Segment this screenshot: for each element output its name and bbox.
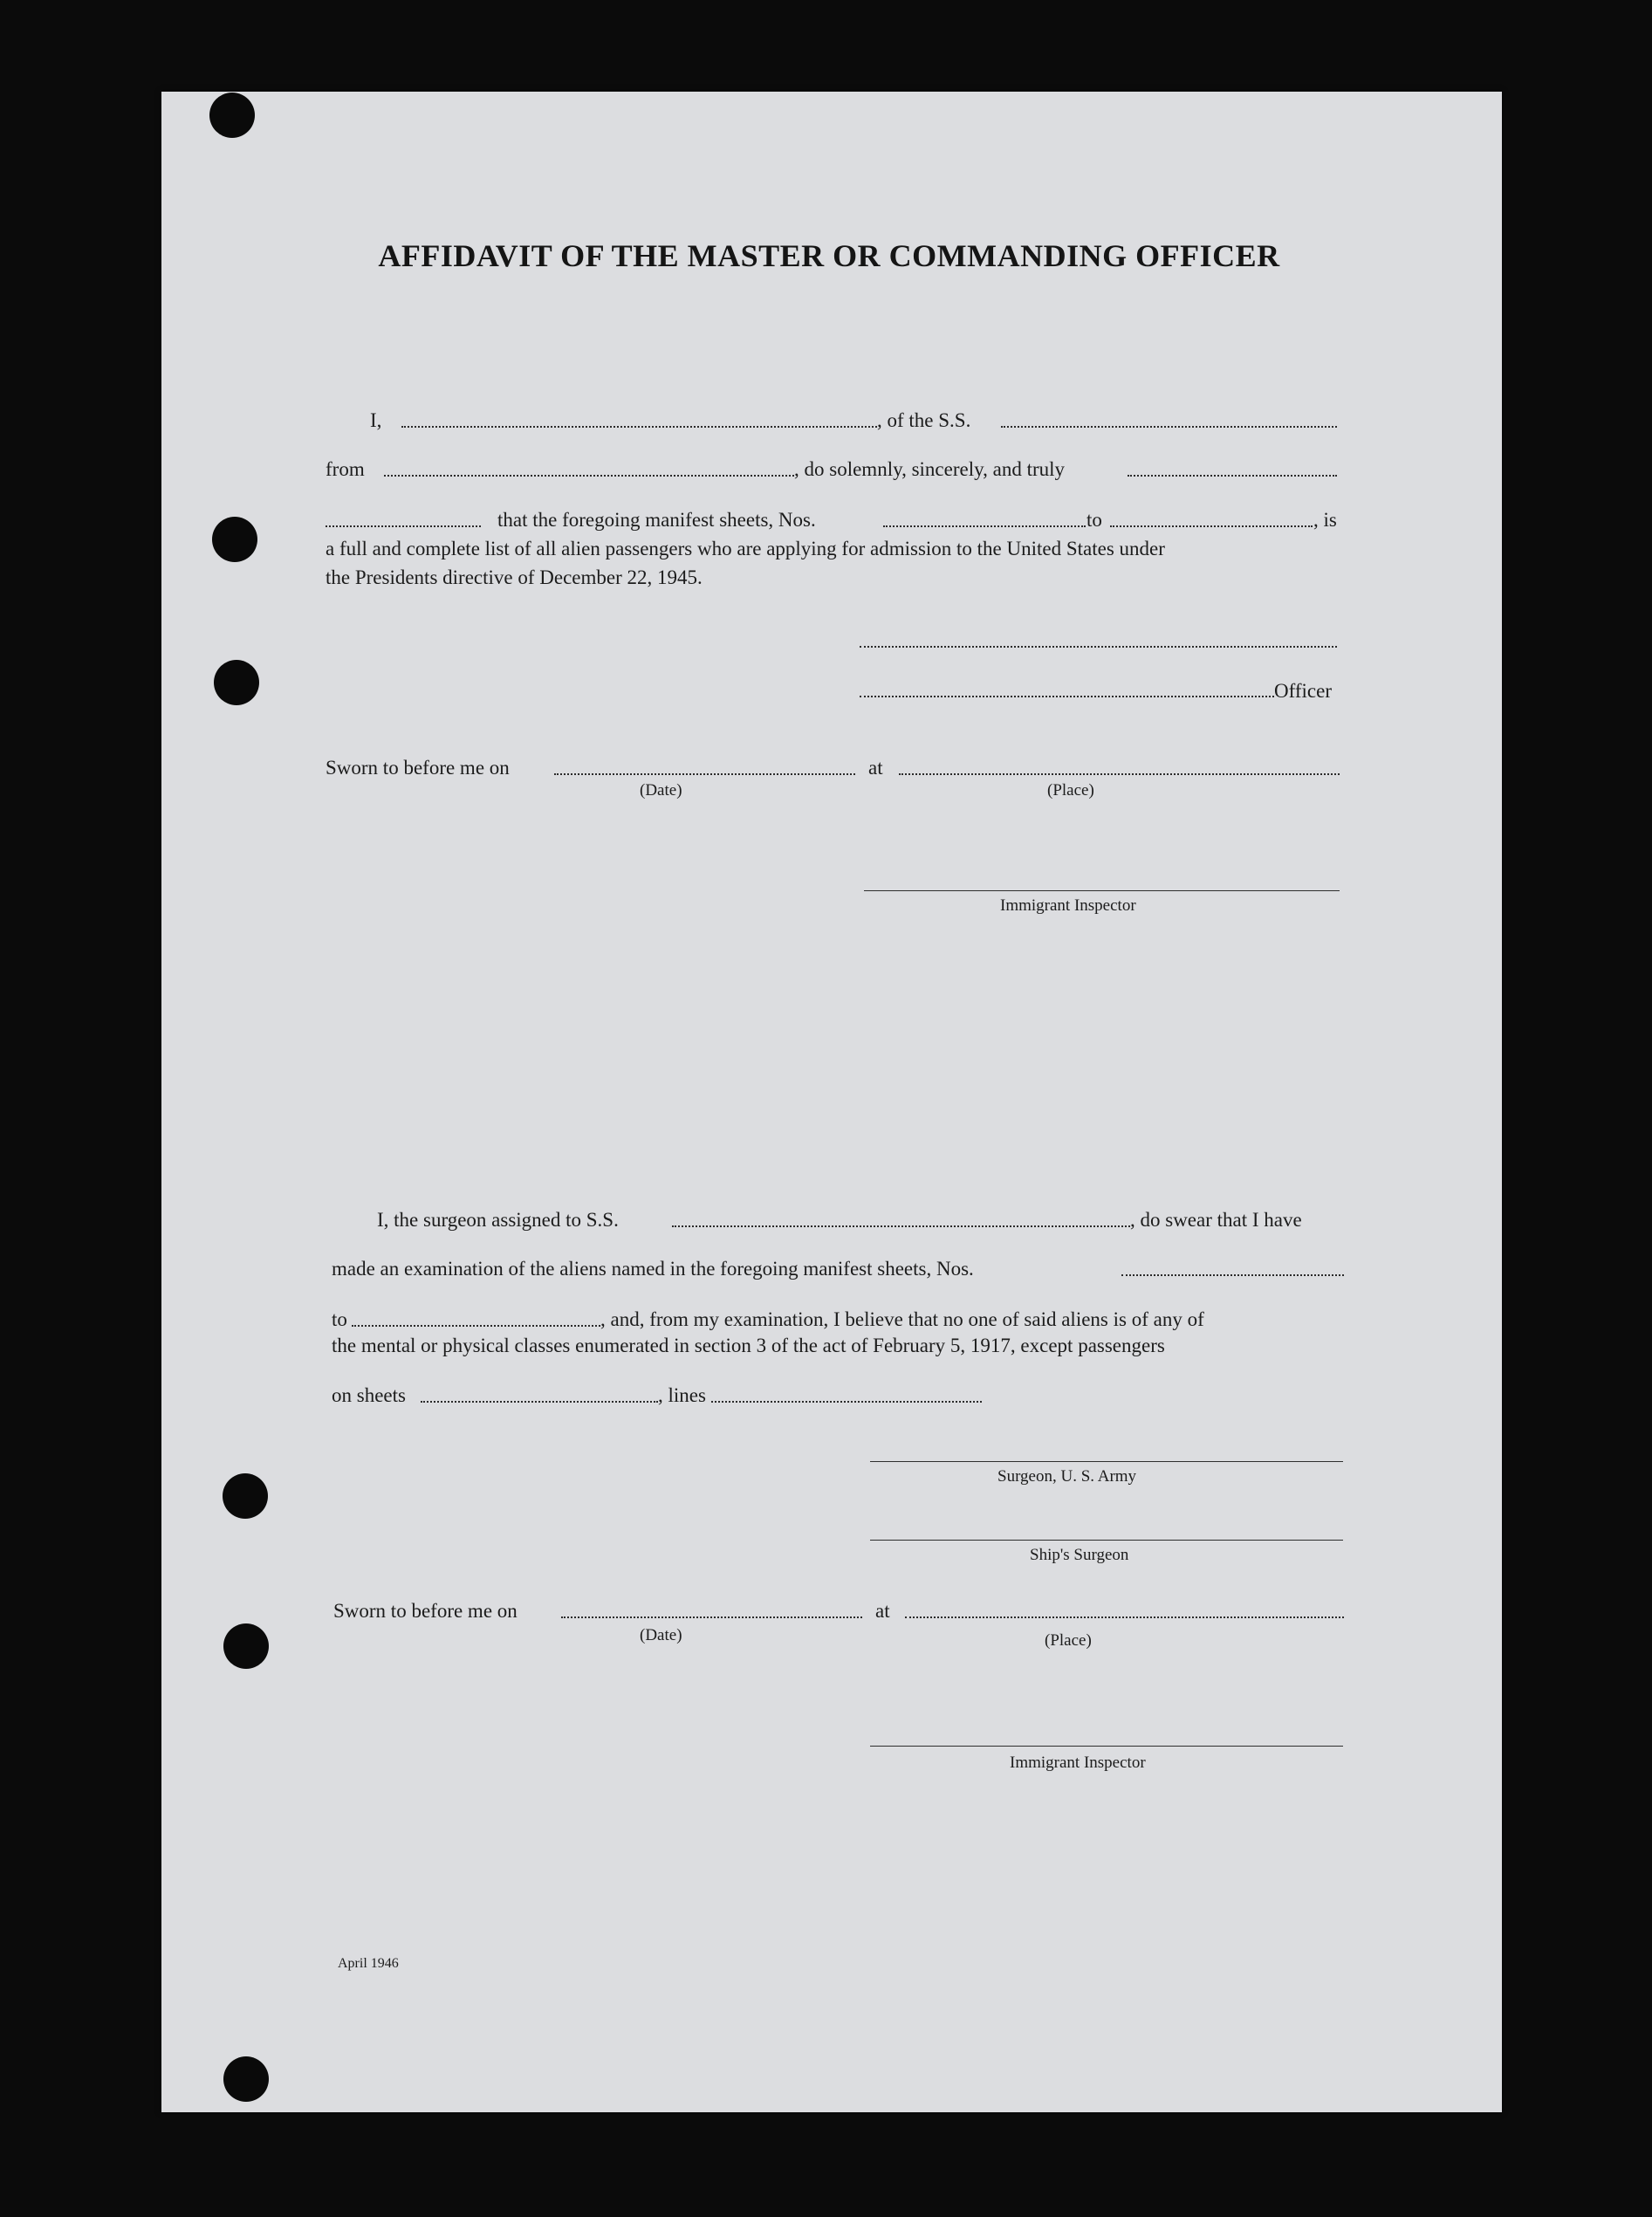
master-line5: the Presidents directive of December 22, 1945. xyxy=(326,566,703,588)
master-swear: , do solemnly, sincerely, and truly xyxy=(794,458,1066,480)
form-title: AFFIDAVIT OF THE MASTER OR COMMANDING OFFICER xyxy=(378,238,1280,273)
surgeon-inspector-label: Immigrant Inspector xyxy=(1010,1754,1146,1772)
punch-hole xyxy=(212,517,257,562)
master-is: , is xyxy=(1313,509,1337,531)
surgeon-date-label: (Date) xyxy=(640,1626,682,1644)
punch-hole xyxy=(223,1473,268,1519)
surgeon-lines: , lines xyxy=(658,1384,706,1406)
master-of-ss: , of the S.S. xyxy=(877,409,971,431)
surgeon-line2: made an examination of the aliens named in the foregoing manifest sheets, Nos. xyxy=(332,1258,974,1280)
master-swear-field[interactable] xyxy=(1128,475,1337,477)
surgeon-lines-field[interactable] xyxy=(711,1401,982,1403)
master-from: from xyxy=(326,458,365,480)
ships-surgeon-label: Ship's Surgeon xyxy=(1030,1546,1129,1564)
punch-hole xyxy=(223,1623,269,1669)
surgeon-army-line[interactable] xyxy=(870,1461,1343,1462)
punch-hole xyxy=(209,93,255,138)
master-signature-field[interactable] xyxy=(860,646,1337,648)
master-oath-field[interactable] xyxy=(326,525,481,527)
surgeon-nos-to-field[interactable] xyxy=(352,1325,600,1327)
surgeon-line4: the mental or physical classes enumerated in section 3 of the act of February 5, 1917, except passengers xyxy=(332,1335,1165,1356)
surgeon-inspector-line[interactable] xyxy=(870,1746,1343,1747)
master-place-label: (Place) xyxy=(1047,781,1094,800)
punch-hole xyxy=(214,660,259,705)
surgeon-date-field[interactable] xyxy=(561,1616,862,1618)
master-place-field[interactable] xyxy=(899,773,1340,775)
master-at: at xyxy=(868,757,883,779)
surgeon-line1b: , do swear that I have xyxy=(1130,1209,1302,1231)
master-inspector-label: Immigrant Inspector xyxy=(1000,896,1136,915)
surgeon-line1a: I, the surgeon assigned to S.S. xyxy=(377,1209,619,1231)
surgeon-army-label: Surgeon, U. S. Army xyxy=(997,1467,1137,1486)
ships-surgeon-line[interactable] xyxy=(870,1540,1343,1541)
master-ship-field[interactable] xyxy=(1001,426,1337,428)
master-line4: a full and complete list of all alien passengers who are applying for admission to the United States under xyxy=(326,538,1165,559)
officer-signature-field[interactable] xyxy=(860,696,1274,697)
surgeon-place-field[interactable] xyxy=(905,1616,1344,1618)
surgeon-ship-field[interactable] xyxy=(672,1225,1130,1227)
punch-hole xyxy=(223,2056,269,2102)
surgeon-sworn: Sworn to before me on xyxy=(333,1600,518,1622)
master-from-field[interactable] xyxy=(384,475,794,477)
master-inspector-line[interactable] xyxy=(864,890,1340,891)
form-paper xyxy=(161,92,1502,2112)
form-date-footer: April 1946 xyxy=(338,1956,399,1971)
surgeon-line3b: , and, from my examination, I believe that no one of said aliens is of any of xyxy=(600,1308,1204,1330)
master-nos-to-field[interactable] xyxy=(1110,525,1313,527)
surgeon-sheets-field[interactable] xyxy=(421,1401,658,1403)
surgeon-at: at xyxy=(875,1600,890,1622)
surgeon-place-label: (Place) xyxy=(1045,1631,1092,1650)
officer-label: Officer xyxy=(1274,680,1332,702)
master-that: that the foregoing manifest sheets, Nos. xyxy=(497,509,816,531)
master-nos-from-field[interactable] xyxy=(883,525,1086,527)
master-name-field[interactable] xyxy=(401,426,877,428)
master-i: I, xyxy=(370,409,382,431)
surgeon-to: to xyxy=(332,1308,347,1330)
surgeon-on-sheets: on sheets xyxy=(332,1384,406,1406)
master-sworn: Sworn to before me on xyxy=(326,757,510,779)
master-date-label: (Date) xyxy=(640,781,682,800)
master-date-field[interactable] xyxy=(554,773,855,775)
surgeon-nos-from-field[interactable] xyxy=(1121,1274,1344,1276)
master-to: to xyxy=(1086,509,1102,531)
